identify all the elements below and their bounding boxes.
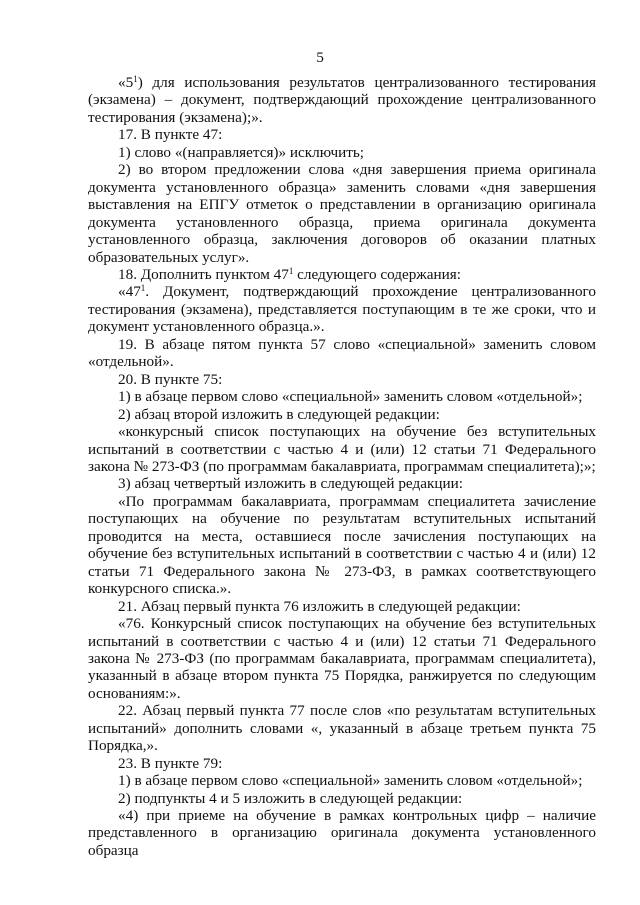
paragraph-20-2-text: «конкурсный список поступающих на обучение без вступительных испытаний в соответствии с частью 4 и (или) 12 статьи 71 Федерального закона № 273-ФЗ (по программам бакалавриата, программам специалитета);»; <box>88 423 596 475</box>
paragraph-item-21: 21. Абзац первый пункта 76 изложить в следующей редакции: <box>118 597 521 615</box>
document-body <box>88 74 596 859</box>
paragraph-item-23: 23. В пункте 79: <box>118 754 223 772</box>
paragraph-47-1: «$47^1$. Документ, подтверждающий прохождение централизованного тестирования (экзамена), представляется поступающим в те же сроки, что и документ установленного образца.». <box>88 283 596 336</box>
page-number: 5 <box>316 49 324 66</box>
paragraph-item-17: 17. В пункте 47: <box>118 126 223 144</box>
paragraph-item-18: 18. Дополнить пунктом $47^1$ следующего содержания: <box>118 265 461 283</box>
paragraph-20-1: 1) в абзаце первом слово «специальной» заменить словом «отдельной»; <box>118 388 583 406</box>
paragraph-17-1: 1) слово «(направляется)» исключить; <box>118 143 365 161</box>
paragraph-20-2: 2) абзац второй изложить в следующей редакции: <box>118 405 440 423</box>
paragraph-23-1: 1) в абзаце первом слово «специальной» заменить словом «отдельной»; <box>118 772 583 790</box>
paragraph-item-19: 19. В абзаце пятом пункта 57 слово «специальной» заменить словом «отдельной». <box>88 335 596 371</box>
paragraph-17-2: 2) во втором предложении слова «дня завершения приема оригинала документа установленного образца» заменить словами «дня завершения выставления на ЕПГУ отметок о представлении в организацию оригинала документа установленного образца, приема оригинала документа установленного образца, заключения договоров об оказании платных образовательных услуг». <box>88 161 596 266</box>
paragraph-item-22: 22. Абзац первый пункта 77 после слов «по результатам вступительных испытаний» дополнить словами «, указанный в абзаце третьем пункта 75 Порядка,». <box>88 702 596 755</box>
paragraph-23-2: 2) подпункты 4 и 5 изложить в следующей редакции: <box>118 789 463 807</box>
paragraph-23-2-text: «4) при приеме на обучение в рамках контрольных цифр – наличие представленного в организацию оригинала документа установленного образца <box>88 807 596 859</box>
paragraph-76-text: «76. Конкурсный список поступающих на обучение без вступительных испытаний в соответствии с частью 4 и (или) 12 статьи 71 Федерального закона № 273-ФЗ (по программам бакалавриата, программам специалитета), указанный в абзаце втором пункта 75 Порядка, ранжируется по следующим основаниям:». <box>88 615 596 702</box>
paragraph-20-3: 3) абзац четвертый изложить в следующей редакции: <box>118 475 463 493</box>
paragraph-5-1: «$5^1$) для использования результатов централизованного тестирования (экзамена) – документ, подтверждающий прохождение централизованного тестирования (экзамена);». <box>88 74 596 126</box>
paragraph-20-3-text: «По программам бакалавриата, программам специалитета зачисление поступающих на обучение по результатам вступительных испытаний проводится на места, оставшиеся после зачисления поступающих на обучение без вступительных испытаний в соответствии с частью 4 и (или) 12 статьи 71 Федерального закона № 273-ФЗ, в рамках соответствующего конкурсного списка.». <box>88 492 596 598</box>
paragraph-item-20: 20. В пункте 75: <box>118 370 223 388</box>
